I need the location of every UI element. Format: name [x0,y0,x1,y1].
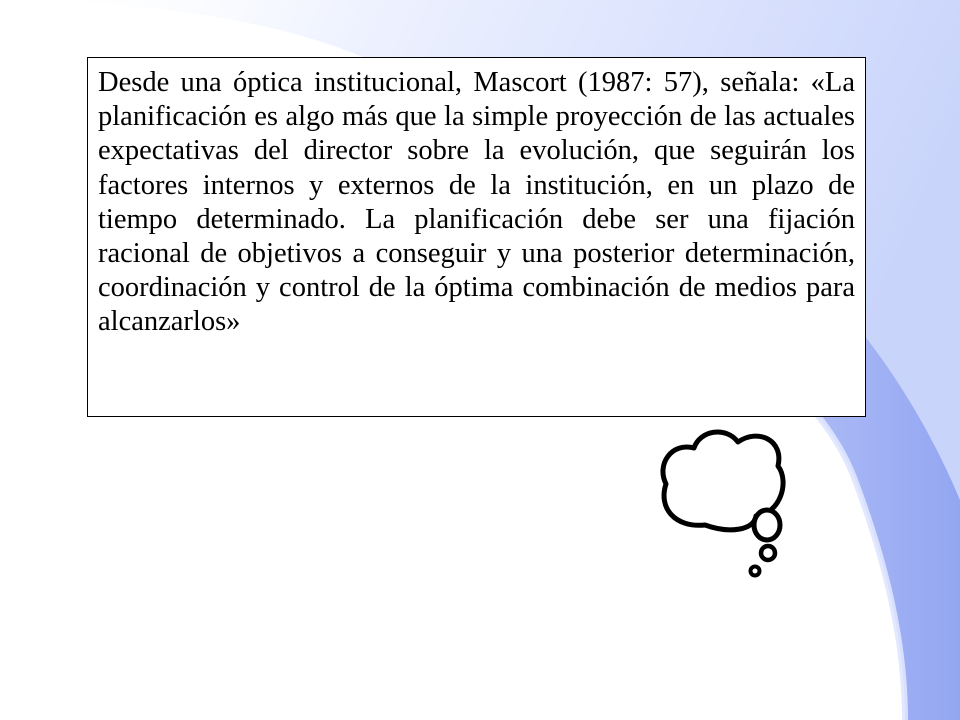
quote-box [87,57,866,417]
thought-bubble-icon [650,420,800,590]
quote-text: Desde una óptica institucional, Mascort (1987: 57), señala: «La planificación es algo más que la simple proyección de las actuales expectativas del director sobre la evolución, que seguirán los factores internos y externos de la institución, en un plazo de tiempo determinado. La planificación debe ser una fijación racional de objetivos a conseguir y una posterior determinación, coordinación y control de la óptima combinación de medios para alcanzarlos» [98,67,855,338]
